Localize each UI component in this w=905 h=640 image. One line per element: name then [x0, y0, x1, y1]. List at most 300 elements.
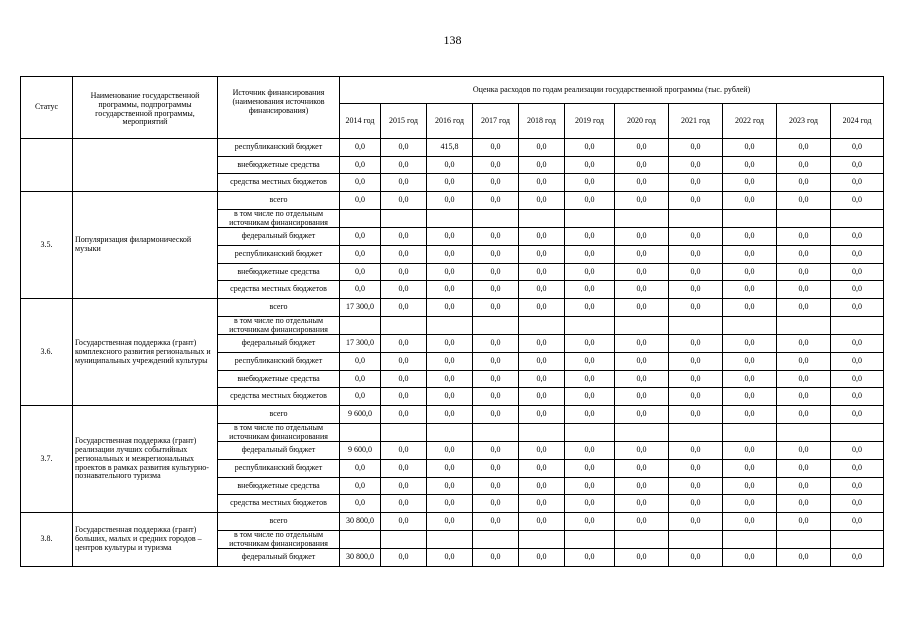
- value-cell: 0,0: [519, 281, 565, 299]
- value-cell: 0,0: [669, 353, 723, 371]
- value-cell: 0,0: [519, 263, 565, 281]
- value-cell: 0,0: [340, 192, 381, 210]
- value-cell: 0,0: [777, 139, 831, 157]
- value-cell: 0,0: [831, 495, 884, 513]
- header-year: 2017 год: [473, 104, 519, 139]
- value-cell: 9 600,0: [340, 442, 381, 460]
- value-cell: 0,0: [381, 156, 427, 174]
- value-cell: 0,0: [615, 335, 669, 353]
- value-cell: 0,0: [831, 353, 884, 371]
- value-cell: [340, 530, 381, 549]
- row-name: Государственная поддержка (грант) больших, малых и средних городов – центров культуры и туризма: [73, 513, 218, 567]
- value-cell: 0,0: [340, 139, 381, 157]
- value-cell: 0,0: [723, 495, 777, 513]
- value-cell: 0,0: [669, 513, 723, 531]
- financing-source: внебюджетные средства: [218, 477, 340, 495]
- value-cell: 0,0: [723, 460, 777, 478]
- value-cell: 0,0: [615, 353, 669, 371]
- value-cell: 0,0: [427, 335, 473, 353]
- value-cell: 0,0: [831, 139, 884, 157]
- financing-source: внебюджетные средства: [218, 370, 340, 388]
- value-cell: 30 800,0: [340, 549, 381, 567]
- header-source: Источник финансирования (наименования источников финансирования): [218, 77, 340, 139]
- value-cell: 0,0: [427, 156, 473, 174]
- value-cell: 0,0: [381, 246, 427, 264]
- value-cell: 0,0: [777, 370, 831, 388]
- value-cell: 0,0: [831, 299, 884, 317]
- value-cell: 0,0: [565, 335, 615, 353]
- value-cell: 0,0: [427, 174, 473, 192]
- value-cell: 0,0: [669, 139, 723, 157]
- financing-source: федеральный бюджет: [218, 335, 340, 353]
- value-cell: 0,0: [831, 281, 884, 299]
- value-cell: 0,0: [723, 353, 777, 371]
- value-cell: [723, 316, 777, 335]
- value-cell: 0,0: [427, 513, 473, 531]
- value-cell: 0,0: [340, 477, 381, 495]
- value-cell: [565, 530, 615, 549]
- financing-source: федеральный бюджет: [218, 228, 340, 246]
- value-cell: 30 800,0: [340, 513, 381, 531]
- value-cell: 0,0: [669, 477, 723, 495]
- value-cell: 0,0: [473, 281, 519, 299]
- value-cell: 0,0: [473, 549, 519, 567]
- value-cell: 0,0: [381, 549, 427, 567]
- value-cell: 0,0: [473, 299, 519, 317]
- value-cell: 0,0: [381, 192, 427, 210]
- table-row: [21, 139, 884, 157]
- header-year: 2024 год: [831, 104, 884, 139]
- value-cell: 0,0: [381, 139, 427, 157]
- value-cell: 0,0: [340, 156, 381, 174]
- value-cell: 0,0: [777, 495, 831, 513]
- value-cell: 0,0: [831, 406, 884, 424]
- row-name: Популяризация филармонической музыки: [73, 192, 218, 299]
- value-cell: 0,0: [615, 281, 669, 299]
- value-cell: 0,0: [519, 495, 565, 513]
- row-status: 3.7.: [21, 406, 73, 513]
- value-cell: 0,0: [340, 281, 381, 299]
- value-cell: 0,0: [777, 513, 831, 531]
- financing-source: всего: [218, 513, 340, 531]
- value-cell: 0,0: [381, 281, 427, 299]
- header-year: 2018 год: [519, 104, 565, 139]
- financing-source: республиканский бюджет: [218, 460, 340, 478]
- value-cell: 0,0: [381, 174, 427, 192]
- header-year: 2020 год: [615, 104, 669, 139]
- value-cell: 0,0: [473, 174, 519, 192]
- value-cell: 0,0: [427, 353, 473, 371]
- value-cell: [519, 316, 565, 335]
- value-cell: 0,0: [565, 406, 615, 424]
- value-cell: 0,0: [473, 263, 519, 281]
- value-cell: [340, 316, 381, 335]
- value-cell: 0,0: [565, 263, 615, 281]
- value-cell: 0,0: [565, 442, 615, 460]
- financing-source: в том числе по отдельным источникам финансирования: [218, 530, 340, 549]
- value-cell: 0,0: [340, 353, 381, 371]
- financing-source: всего: [218, 192, 340, 210]
- value-cell: [615, 530, 669, 549]
- value-cell: 0,0: [615, 139, 669, 157]
- financing-source: федеральный бюджет: [218, 442, 340, 460]
- value-cell: 9 600,0: [340, 406, 381, 424]
- value-cell: 0,0: [565, 477, 615, 495]
- header-year: 2019 год: [565, 104, 615, 139]
- value-cell: 0,0: [381, 388, 427, 406]
- value-cell: 0,0: [473, 370, 519, 388]
- value-cell: 0,0: [340, 174, 381, 192]
- value-cell: 0,0: [777, 246, 831, 264]
- value-cell: [777, 209, 831, 228]
- value-cell: 0,0: [427, 246, 473, 264]
- value-cell: [565, 316, 615, 335]
- value-cell: 0,0: [565, 460, 615, 478]
- value-cell: [615, 316, 669, 335]
- value-cell: 0,0: [340, 228, 381, 246]
- value-cell: 0,0: [723, 406, 777, 424]
- value-cell: [615, 423, 669, 442]
- value-cell: 0,0: [831, 263, 884, 281]
- value-cell: [615, 209, 669, 228]
- header-year: 2015 год: [381, 104, 427, 139]
- value-cell: 0,0: [565, 139, 615, 157]
- value-cell: [381, 316, 427, 335]
- value-cell: 0,0: [519, 335, 565, 353]
- financing-source: средства местных бюджетов: [218, 388, 340, 406]
- value-cell: [519, 423, 565, 442]
- value-cell: 0,0: [723, 156, 777, 174]
- value-cell: [473, 209, 519, 228]
- value-cell: 0,0: [565, 353, 615, 371]
- value-cell: 0,0: [519, 460, 565, 478]
- value-cell: 0,0: [669, 495, 723, 513]
- value-cell: 0,0: [831, 228, 884, 246]
- value-cell: 0,0: [723, 246, 777, 264]
- value-cell: [723, 209, 777, 228]
- value-cell: 0,0: [473, 442, 519, 460]
- value-cell: 0,0: [565, 246, 615, 264]
- value-cell: 0,0: [519, 192, 565, 210]
- value-cell: 0,0: [519, 299, 565, 317]
- value-cell: 0,0: [669, 281, 723, 299]
- value-cell: 0,0: [831, 156, 884, 174]
- value-cell: 0,0: [831, 442, 884, 460]
- value-cell: [565, 209, 615, 228]
- value-cell: [519, 530, 565, 549]
- value-cell: 0,0: [565, 156, 615, 174]
- value-cell: 0,0: [427, 388, 473, 406]
- value-cell: 0,0: [381, 442, 427, 460]
- value-cell: [381, 209, 427, 228]
- value-cell: 0,0: [723, 549, 777, 567]
- value-cell: 0,0: [427, 281, 473, 299]
- value-cell: 0,0: [519, 370, 565, 388]
- value-cell: 0,0: [565, 513, 615, 531]
- value-cell: 0,0: [615, 246, 669, 264]
- value-cell: 0,0: [723, 281, 777, 299]
- value-cell: 0,0: [340, 370, 381, 388]
- value-cell: [427, 209, 473, 228]
- value-cell: 415,8: [427, 139, 473, 157]
- value-cell: 0,0: [519, 513, 565, 531]
- value-cell: 0,0: [565, 192, 615, 210]
- financing-source: внебюджетные средства: [218, 263, 340, 281]
- value-cell: 0,0: [427, 263, 473, 281]
- value-cell: 0,0: [381, 370, 427, 388]
- value-cell: 0,0: [381, 353, 427, 371]
- value-cell: [381, 530, 427, 549]
- value-cell: 0,0: [723, 477, 777, 495]
- value-cell: 0,0: [381, 495, 427, 513]
- value-cell: 0,0: [615, 477, 669, 495]
- value-cell: 0,0: [669, 156, 723, 174]
- value-cell: 0,0: [669, 549, 723, 567]
- value-cell: 0,0: [615, 549, 669, 567]
- value-cell: 0,0: [723, 139, 777, 157]
- row-status: 3.5.: [21, 192, 73, 299]
- value-cell: [381, 423, 427, 442]
- value-cell: 0,0: [669, 442, 723, 460]
- value-cell: 0,0: [427, 370, 473, 388]
- value-cell: 0,0: [473, 353, 519, 371]
- value-cell: [519, 209, 565, 228]
- value-cell: [427, 530, 473, 549]
- value-cell: 0,0: [723, 174, 777, 192]
- value-cell: 0,0: [777, 335, 831, 353]
- page-number: 138: [443, 33, 462, 47]
- table-row: [21, 299, 884, 317]
- value-cell: 0,0: [381, 228, 427, 246]
- value-cell: 0,0: [519, 477, 565, 495]
- value-cell: 0,0: [777, 228, 831, 246]
- value-cell: [669, 423, 723, 442]
- value-cell: 0,0: [669, 335, 723, 353]
- financing-source: в том числе по отдельным источникам финансирования: [218, 209, 340, 228]
- value-cell: 0,0: [723, 335, 777, 353]
- value-cell: 0,0: [519, 228, 565, 246]
- value-cell: 0,0: [565, 370, 615, 388]
- value-cell: 0,0: [381, 460, 427, 478]
- value-cell: 0,0: [473, 513, 519, 531]
- financing-source: всего: [218, 299, 340, 317]
- value-cell: 0,0: [777, 263, 831, 281]
- value-cell: [777, 316, 831, 335]
- header-name: Наименование государственной программы, подпрограммы государственной программы, мероприятий: [73, 77, 218, 139]
- value-cell: [669, 530, 723, 549]
- value-cell: 0,0: [615, 442, 669, 460]
- value-cell: 0,0: [381, 263, 427, 281]
- header-year: 2023 год: [777, 104, 831, 139]
- value-cell: 0,0: [669, 228, 723, 246]
- value-cell: 0,0: [669, 174, 723, 192]
- value-cell: [427, 316, 473, 335]
- value-cell: 0,0: [831, 477, 884, 495]
- value-cell: 0,0: [777, 406, 831, 424]
- value-cell: 0,0: [381, 299, 427, 317]
- value-cell: 0,0: [669, 192, 723, 210]
- value-cell: 0,0: [565, 228, 615, 246]
- value-cell: 0,0: [519, 388, 565, 406]
- value-cell: 0,0: [777, 442, 831, 460]
- table-row: [21, 513, 884, 531]
- financing-source: всего: [218, 406, 340, 424]
- value-cell: 0,0: [777, 477, 831, 495]
- financing-source: федеральный бюджет: [218, 549, 340, 567]
- value-cell: 0,0: [669, 299, 723, 317]
- header-year: 2016 год: [427, 104, 473, 139]
- value-cell: 0,0: [777, 388, 831, 406]
- value-cell: 0,0: [723, 228, 777, 246]
- value-cell: 0,0: [615, 495, 669, 513]
- value-cell: 0,0: [777, 156, 831, 174]
- financing-source: внебюджетные средства: [218, 156, 340, 174]
- value-cell: 0,0: [473, 228, 519, 246]
- value-cell: 0,0: [723, 388, 777, 406]
- value-cell: 0,0: [831, 192, 884, 210]
- value-cell: 0,0: [723, 513, 777, 531]
- value-cell: 0,0: [381, 477, 427, 495]
- value-cell: 0,0: [565, 299, 615, 317]
- value-cell: 0,0: [777, 299, 831, 317]
- value-cell: 0,0: [565, 549, 615, 567]
- value-cell: 0,0: [831, 174, 884, 192]
- value-cell: 0,0: [381, 406, 427, 424]
- value-cell: 0,0: [831, 246, 884, 264]
- header-year: 2021 год: [669, 104, 723, 139]
- financing-source: средства местных бюджетов: [218, 174, 340, 192]
- value-cell: 0,0: [831, 460, 884, 478]
- value-cell: 0,0: [669, 246, 723, 264]
- value-cell: 0,0: [615, 513, 669, 531]
- value-cell: 0,0: [723, 263, 777, 281]
- value-cell: 0,0: [777, 174, 831, 192]
- value-cell: [831, 316, 884, 335]
- value-cell: 0,0: [723, 442, 777, 460]
- value-cell: 0,0: [615, 370, 669, 388]
- value-cell: [427, 423, 473, 442]
- value-cell: [723, 530, 777, 549]
- value-cell: [669, 209, 723, 228]
- value-cell: 0,0: [723, 299, 777, 317]
- value-cell: 0,0: [427, 495, 473, 513]
- value-cell: 0,0: [615, 174, 669, 192]
- value-cell: 0,0: [340, 263, 381, 281]
- value-cell: 0,0: [565, 495, 615, 513]
- table-row: [21, 406, 884, 424]
- value-cell: 0,0: [777, 353, 831, 371]
- value-cell: 0,0: [427, 192, 473, 210]
- value-cell: [340, 209, 381, 228]
- value-cell: 0,0: [473, 388, 519, 406]
- header-status: Статус: [21, 77, 73, 139]
- value-cell: 0,0: [473, 192, 519, 210]
- budget-table: [20, 76, 884, 567]
- value-cell: 0,0: [777, 549, 831, 567]
- row-name: Государственная поддержка (грант) комплексного развития региональных и муниципальных учреждений культуры: [73, 299, 218, 406]
- value-cell: 0,0: [340, 246, 381, 264]
- financing-source: республиканский бюджет: [218, 353, 340, 371]
- value-cell: 0,0: [669, 263, 723, 281]
- value-cell: 0,0: [473, 139, 519, 157]
- value-cell: [723, 423, 777, 442]
- value-cell: 0,0: [777, 281, 831, 299]
- value-cell: 0,0: [669, 460, 723, 478]
- value-cell: 0,0: [723, 192, 777, 210]
- row-status: 3.6.: [21, 299, 73, 406]
- value-cell: 0,0: [615, 406, 669, 424]
- financing-source: средства местных бюджетов: [218, 281, 340, 299]
- value-cell: 0,0: [519, 174, 565, 192]
- value-cell: 0,0: [427, 228, 473, 246]
- value-cell: 0,0: [669, 370, 723, 388]
- value-cell: 0,0: [615, 460, 669, 478]
- financing-source: республиканский бюджет: [218, 139, 340, 157]
- value-cell: 0,0: [519, 406, 565, 424]
- financing-source: средства местных бюджетов: [218, 495, 340, 513]
- value-cell: 0,0: [473, 156, 519, 174]
- value-cell: 0,0: [427, 406, 473, 424]
- value-cell: 0,0: [427, 477, 473, 495]
- value-cell: 0,0: [519, 442, 565, 460]
- financing-source: республиканский бюджет: [218, 246, 340, 264]
- value-cell: 0,0: [519, 549, 565, 567]
- header-year: 2022 год: [723, 104, 777, 139]
- value-cell: [831, 209, 884, 228]
- value-cell: 0,0: [831, 370, 884, 388]
- value-cell: 0,0: [565, 281, 615, 299]
- value-cell: 0,0: [831, 549, 884, 567]
- value-cell: [777, 423, 831, 442]
- value-cell: 0,0: [427, 442, 473, 460]
- table-row: [21, 192, 884, 210]
- value-cell: 0,0: [831, 513, 884, 531]
- value-cell: 0,0: [615, 388, 669, 406]
- value-cell: 0,0: [340, 495, 381, 513]
- value-cell: 17 300,0: [340, 299, 381, 317]
- value-cell: 0,0: [473, 335, 519, 353]
- row-name: Государственная поддержка (грант) реализации лучших событийных региональных и межрегиональных проектов в рамках развития культурно-познавательного туризма: [73, 406, 218, 513]
- value-cell: [565, 423, 615, 442]
- value-cell: 0,0: [565, 388, 615, 406]
- value-cell: [669, 316, 723, 335]
- value-cell: 0,0: [519, 246, 565, 264]
- value-cell: 0,0: [669, 388, 723, 406]
- value-cell: 0,0: [831, 388, 884, 406]
- value-cell: 0,0: [615, 228, 669, 246]
- value-cell: 0,0: [831, 335, 884, 353]
- value-cell: [473, 316, 519, 335]
- value-cell: 0,0: [723, 370, 777, 388]
- value-cell: 0,0: [427, 460, 473, 478]
- value-cell: 0,0: [427, 549, 473, 567]
- value-cell: [831, 530, 884, 549]
- value-cell: 0,0: [473, 246, 519, 264]
- row-status: 3.8.: [21, 513, 73, 567]
- value-cell: 0,0: [381, 335, 427, 353]
- row-status: [21, 139, 73, 192]
- value-cell: 0,0: [340, 388, 381, 406]
- value-cell: 0,0: [519, 139, 565, 157]
- row-name: [73, 139, 218, 192]
- value-cell: [340, 423, 381, 442]
- value-cell: 0,0: [615, 263, 669, 281]
- value-cell: 0,0: [615, 156, 669, 174]
- value-cell: 0,0: [340, 460, 381, 478]
- value-cell: 0,0: [777, 460, 831, 478]
- header-year: 2014 год: [340, 104, 381, 139]
- financing-source: в том числе по отдельным источникам финансирования: [218, 316, 340, 335]
